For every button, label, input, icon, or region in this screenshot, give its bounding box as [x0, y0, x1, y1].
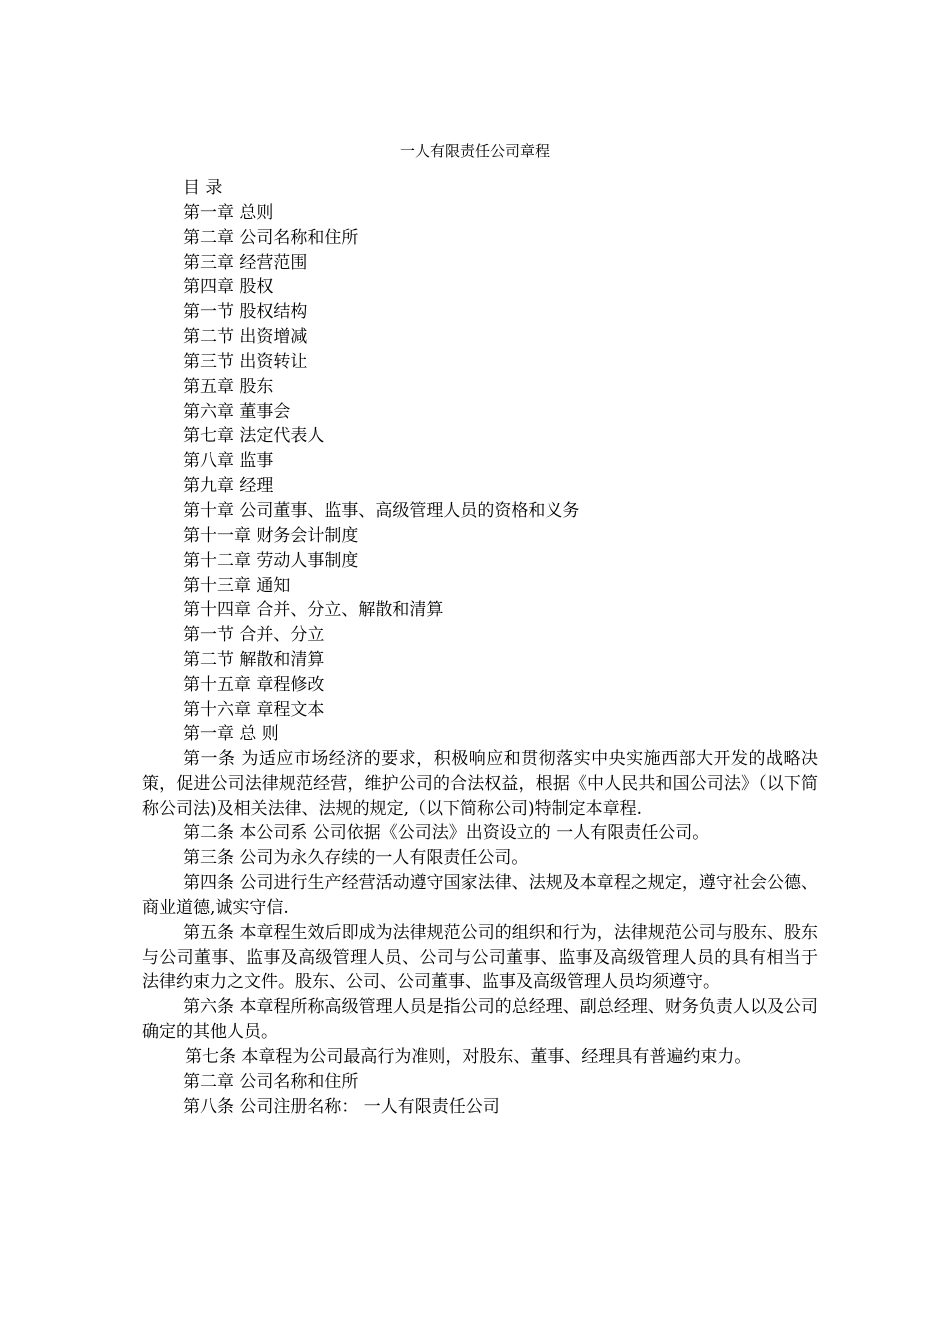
toc-entry: 第二节 解散和清算: [183, 650, 325, 671]
toc-entry: 第十二章 劳动人事制度: [183, 550, 359, 571]
toc-entry: 第十三章 通知: [183, 575, 291, 596]
document-title: 一人有限责任公司章程: [399, 142, 550, 160]
toc-entry: 第七章 法定代表人: [183, 426, 325, 447]
toc-entry: 第十六章 章程文本: [183, 699, 325, 720]
article-paragraph: 第四条 公司进行生产经营活动遵守国家法律、法规及本章程之规定，遵守社会公德、商业道德,诚实守信.: [142, 873, 818, 918]
toc-entry: 第三章 经营范围: [183, 252, 308, 273]
toc-entry: 第一章 总则: [183, 202, 274, 223]
toc-entry: 第九章 经理: [183, 476, 274, 497]
toc-entry: 第二节 出资增减: [183, 327, 308, 348]
toc-entry: 第一节 股权结构: [183, 302, 308, 323]
article-paragraph: 第一条 为适应市场经济的要求，积极响应和贯彻落实中央实施西部大开发的战略决策，促进公司法律规范经营，维护公司的合法权益，根据《中人民共和国公司法》（以下简称公司法)及相关法律、法规的规定,（以下简称公司)特制定本章程.: [142, 748, 818, 819]
toc-entry: 第十四章 合并、分立、解散和清算: [183, 600, 444, 621]
article-paragraph: 第六条 本章程所称高级管理人员是指公司的总经理、副总经理、财务负责人以及公司确定的其他人员。: [142, 997, 818, 1043]
article-paragraph: 第三条 公司为永久存续的一人有限责任公司。: [183, 848, 529, 869]
toc-entry: 第四章 股权: [183, 277, 274, 298]
toc-entry: 第二章 公司名称和住所: [183, 227, 359, 248]
toc-entry: 第十章 公司董事、监事、高级管理人员的资格和义务: [183, 500, 580, 521]
toc-entry: 第八章 监事: [183, 451, 274, 472]
article-paragraph: 第七条 本章程为公司最高行为准则，对股东、董事、经理具有普遍约束力。: [185, 1046, 752, 1067]
table-of-contents: [183, 176, 823, 723]
toc-entry: 第五章 股东: [183, 376, 274, 397]
chapter-heading: 第二章 公司名称和住所: [183, 1071, 359, 1092]
toc-entry: 第一节 合并、分立: [183, 625, 325, 646]
article-paragraph: 第八条 公司注册名称： 一人有限责任公司: [183, 1096, 500, 1117]
toc-entry: 第六章 董事会: [183, 401, 291, 422]
toc-heading: 目 录: [183, 178, 223, 198]
chapter-heading: 第一章 总 则: [183, 724, 279, 744]
toc-entry: 第十五章 章程修改: [183, 674, 325, 695]
document-body: [142, 722, 818, 1120]
article-paragraph: 第二条 本公司系 公司依据《公司法》出资设立的 一人有限责任公司。: [183, 823, 710, 844]
toc-entry: 第十一章 财务会计制度: [183, 525, 359, 546]
article-paragraph: 第五条 本章程生效后即成为法律规范公司的组织和行为，法律规范公司与股东、股东与公司董事、监事及高级管理人员、公司与公司董事、监事及高级管理人员的具有相当于法律约束力之文件。股东、公司、公司董事、监事及高级管理人员均须遵守。: [142, 922, 818, 993]
toc-entry: 第三节 出资转让: [183, 351, 308, 372]
